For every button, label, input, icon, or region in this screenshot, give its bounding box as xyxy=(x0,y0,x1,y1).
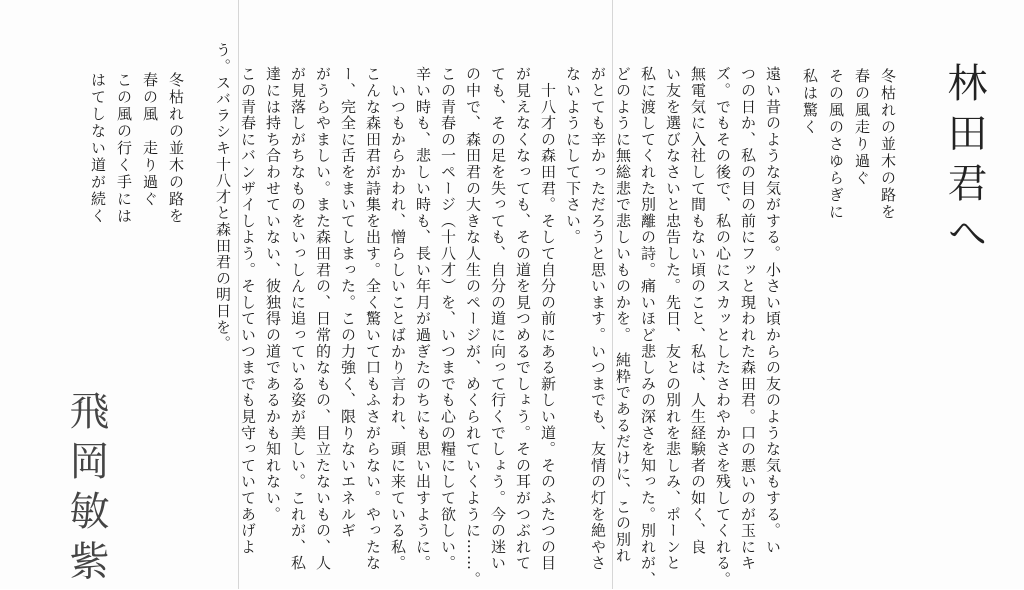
body-line: ないようにして下さい。 xyxy=(564,66,582,246)
opening-poem-line: その風のさゆらぎに xyxy=(827,68,845,221)
body-line: 辛い時も、悲しい時も、長い年月が過ぎたのちにも思い出すように。 xyxy=(414,66,432,572)
body-line: いつもからかわれ、憎らしいことばかり言われ、頭に来ている私。 xyxy=(389,66,407,572)
opening-poem-line: 春の風走り過ぐ xyxy=(853,68,871,187)
body-line: つの日か、私の目の前にフッと現われた森田君。口の悪いのが玉にキ xyxy=(739,66,757,572)
closing-poem-line: 冬枯れの並木の路を xyxy=(167,72,185,225)
author-signature: 飛岡敏紫 xyxy=(63,390,109,590)
body-line: 達には持ち合わせていない、彼独得の道であるかも知れない。 xyxy=(264,66,282,523)
body-line: が見落しがちなものをいっしんに追っている姿が美しい。これが、私 xyxy=(289,66,307,572)
body-line: 私に渡してくれた別離の詩。痛いほど悲しみの深さを知った。別れが、 xyxy=(639,66,657,588)
body-line: こんな森田君が詩集を出す。全く驚いて口もふさがらない。やったな xyxy=(364,66,382,572)
body-line: この青春の一ページ（十八才）を、いつまでも心の糧にして欲しい。 xyxy=(439,66,457,572)
body-line: 遠い昔のような気がする。小さい頃からの友のような気もする。い xyxy=(764,66,782,555)
body-line: う。スバラシキ十八才と森田君の明日を。 xyxy=(214,42,232,352)
body-line: この青春にバンザイしよう。そしていつまでも見守っていてあげよ xyxy=(239,66,257,555)
body-line: がうらやましい。また森田君の、日常的なもの、目立たないもの、人 xyxy=(314,66,332,572)
closing-poem-line: 春の風 走り過ぐ xyxy=(141,72,159,208)
body-line: 無電気に入社して間もない頃のこと、私は、人生経験者の如く、良 xyxy=(689,66,707,555)
body-line: い友を選びなさいと忠告した。先日、友との別れを悲しみ、ポーンと xyxy=(664,66,682,572)
body-line: 十八才の森田君。そして自分の前にある新しい道。そのふたつの目 xyxy=(539,66,557,572)
body-line: どのように無総悲で悲しいものかを。 純粋であるだけに、この別れ xyxy=(614,66,632,564)
closing-poem-line: この風の行く手には xyxy=(115,72,133,225)
letter-title: 林田君へ xyxy=(941,62,987,262)
body-line: の中で、森田君の大きな人生のページが、めくられていくように……。 xyxy=(464,66,482,588)
body-line: ー、完全に舌をまいてしまった。この力強く、限りないエネルギ xyxy=(339,66,357,539)
opening-poem-line: 私は驚く xyxy=(801,68,819,136)
body-line: がとても辛かっただろうと思います。いつまでも、友情の灯を絶やさ xyxy=(589,66,607,572)
body-line: が見えなくなっても、その道を見つめるでしょう。その耳がつぶれて xyxy=(514,66,532,572)
body-line: ても、その足を失っても、自分の道に向って行くでしょう。今の迷い xyxy=(489,66,507,572)
body-line: ズ。でもその後で、私の心にスカッとしたさわやかさを残してくれる。 xyxy=(714,66,732,588)
closing-poem-line: はてしない道が続く xyxy=(89,72,107,225)
fold-line-right xyxy=(612,0,613,589)
opening-poem-line: 冬枯れの並木の路を xyxy=(879,68,897,221)
